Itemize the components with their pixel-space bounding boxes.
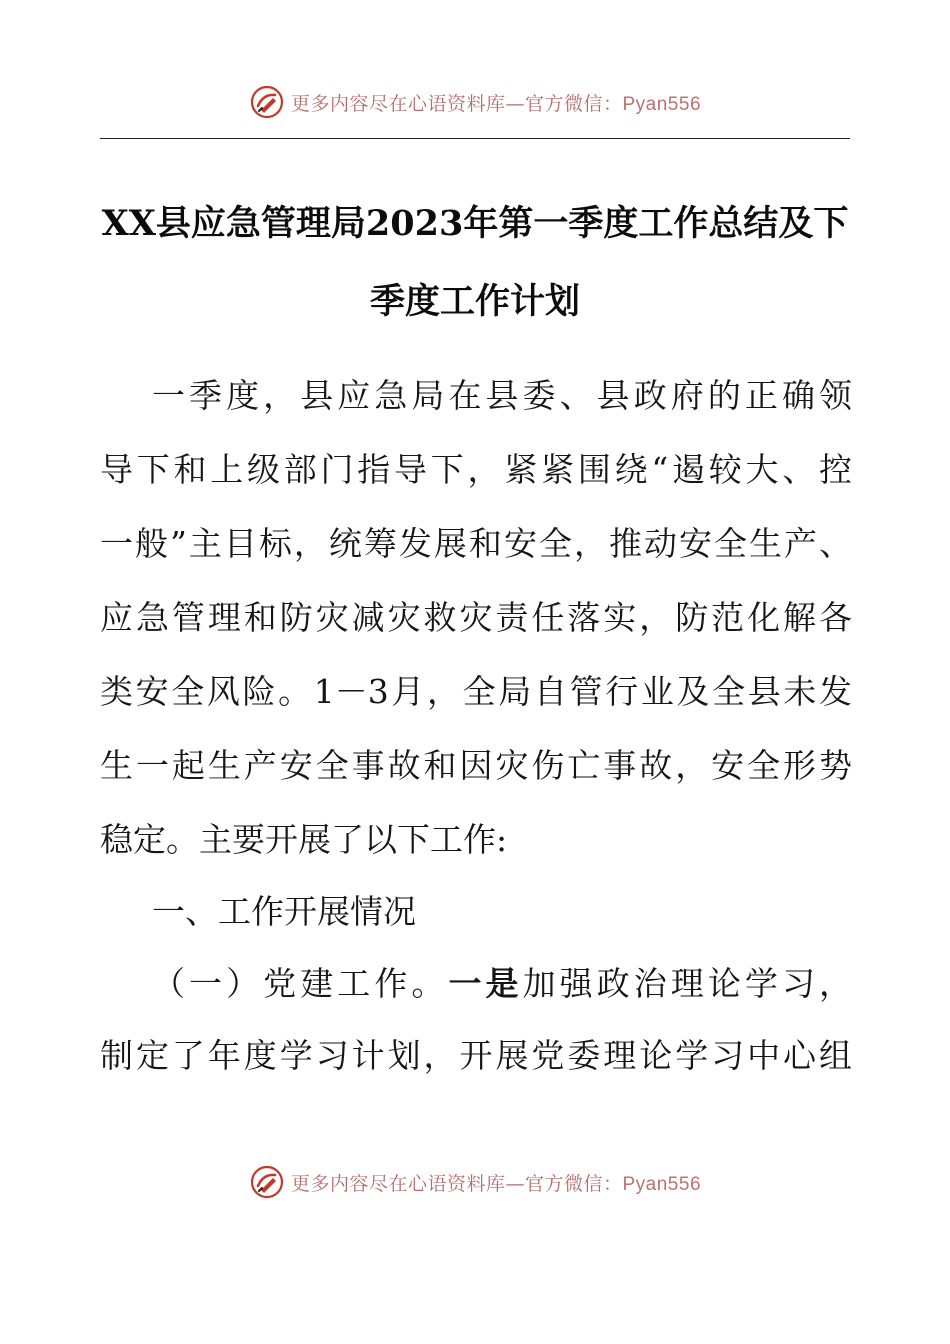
wechat-id: Pyan556 — [622, 1173, 702, 1195]
sub-heading-prefix: （一）党建工作。 — [152, 964, 449, 1003]
sub-heading-line — [152, 964, 852, 1004]
document-title-line-1: XX县应急管理局2023年第一季度工作总结及下 — [101, 203, 849, 244]
body-line: 一季度，县应急局在县委、县政府的正确领 — [152, 376, 852, 415]
body-line: 稳定。主要开展了以下工作: — [100, 820, 508, 859]
logo-icon — [249, 1164, 285, 1200]
banner-main-text: 更多内容尽在心语资料库—官方微信： — [290, 92, 623, 115]
body-line: 制定了年度学习计划，开展党委理论学习中心组 — [100, 1036, 852, 1075]
wechat-id: Pyan556 — [622, 93, 702, 115]
sub-heading-bold: 一是 — [448, 964, 523, 1003]
document-title-line-2: 季度工作计划 — [369, 281, 580, 322]
body-line: 一般”主目标，统筹发展和安全，推动安全生产、 — [100, 524, 852, 563]
footer-banner — [0, 1160, 950, 1204]
body-line: 生一起生产安全事故和因灾伤亡事故，安全形势 — [100, 746, 852, 785]
banner-text — [291, 1169, 701, 1196]
body-line: 应急管理和防灾减灾救灾责任落实，防范化解各 — [100, 598, 852, 637]
section-heading: 一、工作开展情况 — [152, 892, 416, 931]
body-line: 导下和上级部门指导下，紧紧围绕“遏较大、控 — [100, 450, 852, 489]
header-banner — [0, 80, 950, 124]
banner-text — [291, 89, 701, 116]
header-divider — [100, 138, 850, 139]
logo-icon — [249, 84, 285, 120]
sub-heading-rest: 加强政治理论学习， — [522, 964, 853, 1003]
banner-main-text: 更多内容尽在心语资料库—官方微信： — [290, 1172, 623, 1195]
body-line: 类安全风险。1－3月，全局自管行业及全县未发 — [100, 672, 852, 711]
